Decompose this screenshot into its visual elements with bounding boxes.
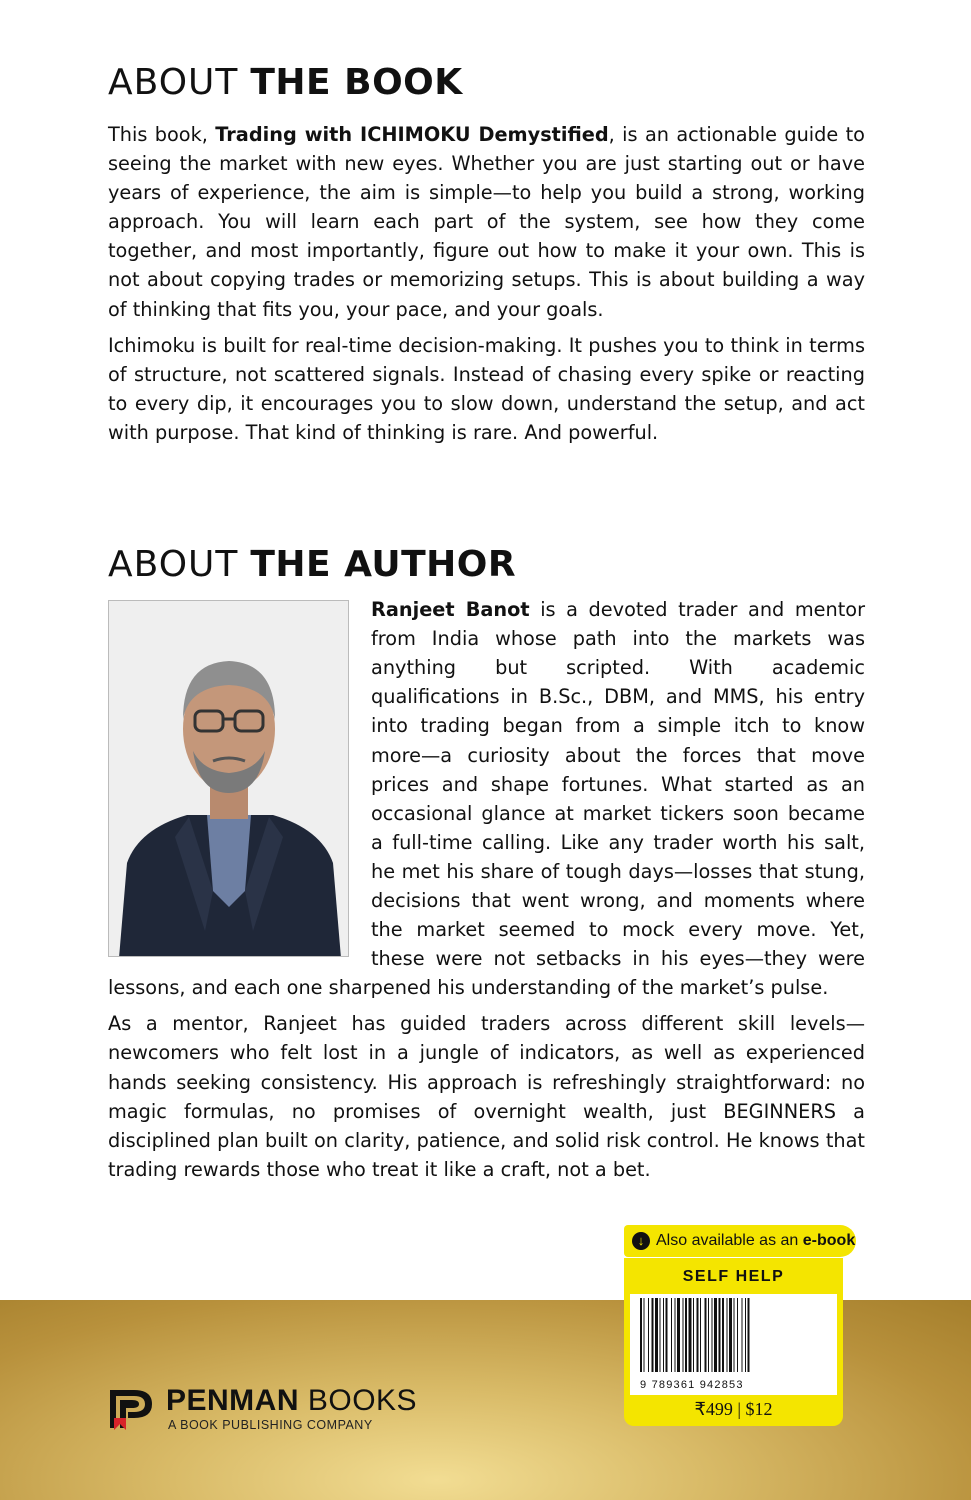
author-portrait-image — [109, 601, 349, 957]
barcode-bar — [727, 1298, 728, 1372]
about-author-paragraph-2: As a mentor, Ranjeet has guided traders across different skill levels—newcomers who felt lost in a jungle of indicators, as well as experienced hands seeking consistency. His approach is refreshingly straightforward: no magic formulas, no promises of overnight wealth, just BEGINNERS a disciplined plan built on clarity, patience, and solid risk control. He knows that trading rewards those who treat it like a craft, not a bet. — [108, 1012, 865, 1181]
about-book-heading: ABOUT THE BOOK — [108, 62, 463, 103]
publisher-logo — [108, 1384, 468, 1434]
barcode-bar — [708, 1298, 709, 1372]
barcode-bar — [675, 1298, 676, 1372]
barcode-bar — [660, 1298, 661, 1372]
barcode-bar — [719, 1298, 721, 1372]
barcode-bar — [652, 1298, 654, 1372]
barcode-bar — [693, 1298, 694, 1372]
download-icon: ↓ — [632, 1232, 650, 1250]
about-book-paragraph-2: Ichimoku is built for real-time decision-making. It pushes you to think in terms of structure, not scattered signals. Instead of chasing every spike or reacting to every dip, it encourages you to slow down, understand the setup, and act with purpose. That kind of thinking is rare. And powerful. — [108, 333, 865, 444]
barcode-bar — [729, 1298, 732, 1372]
barcode-bar — [734, 1298, 735, 1372]
penman-logo-icon — [108, 1384, 158, 1434]
book-title: Trading with ICHIMOKU Demystified — [215, 123, 609, 146]
barcode-bar — [685, 1298, 687, 1372]
barcode-bar — [748, 1298, 750, 1372]
isbn-number: 9 789361 942853 — [640, 1379, 744, 1391]
barcode-bar — [712, 1298, 713, 1372]
barcode-panel — [624, 1258, 843, 1426]
author-photo — [108, 600, 349, 957]
barcode-bar — [683, 1298, 684, 1372]
about-book-paragraph-1: This book, Trading with ICHIMOKU Demystified, is an actionable guide to seeing the market with new eyes. Whether you are just starting out or have years of experience, the aim is simple—to help you build a strong, working approach. You will learn each part of the system, see how they come together, and most importantly, figure out how to make it your own. This is not about copying trades or memorizing setups. This is about building a way of thinking that fits you, your pace, and your goals. — [108, 123, 865, 321]
barcode-bar — [677, 1298, 680, 1372]
barcode-bar — [700, 1298, 701, 1372]
barcode-bars — [630, 1298, 837, 1378]
barcode-bar — [644, 1298, 645, 1372]
publisher-tagline: A BOOK PUBLISHING COMPANY — [168, 1418, 373, 1432]
barcode-bar — [745, 1298, 746, 1372]
author-name: Ranjeet Banot — [371, 598, 530, 622]
barcode — [630, 1294, 837, 1395]
barcode-bar — [671, 1298, 672, 1372]
barcode-bar — [663, 1298, 664, 1372]
barcode-bar — [689, 1298, 692, 1372]
barcode-bar — [705, 1298, 707, 1372]
barcode-bar — [648, 1298, 649, 1372]
about-author-heading: ABOUT THE AUTHOR — [108, 544, 517, 586]
barcode-bar — [742, 1298, 743, 1372]
barcode-bar — [722, 1298, 724, 1372]
content-column — [108, 62, 865, 1184]
barcode-bar — [697, 1298, 699, 1372]
barcode-bar — [714, 1298, 717, 1372]
genre-label: SELF HELP — [682, 1268, 785, 1285]
barcode-bar — [737, 1298, 738, 1372]
ebook-availability-tag: ↓ Also available as an e-book — [624, 1225, 856, 1257]
barcode-bar — [666, 1298, 668, 1372]
about-author-paragraph-1: Ranjeet Banot is a devoted trader and mentor from India whose path into the markets was anything but scripted. With academic qualifications in B.Sc., DBM, and MMS, his entry into trading began from a simple itch to know more—a curiosity about the forces that move prices and shape fortunes. What started as an occasional glance at market tickers soon became a full-time calling. Like any trader worth his salt, he met his share of tough days—losses that stung, decisions that went wrong, and moments where the market seemed to mock every move. Yet, these were not setbacks in his eyes—they were lessons, and each one sharpened his understanding of the market’s pulse. — [108, 598, 865, 1000]
price-label: ₹499 | $12 — [694, 1399, 773, 1419]
barcode-bar — [655, 1298, 658, 1372]
publisher-name: PENMAN BOOKS — [166, 1384, 418, 1417]
barcode-bar — [640, 1298, 642, 1372]
